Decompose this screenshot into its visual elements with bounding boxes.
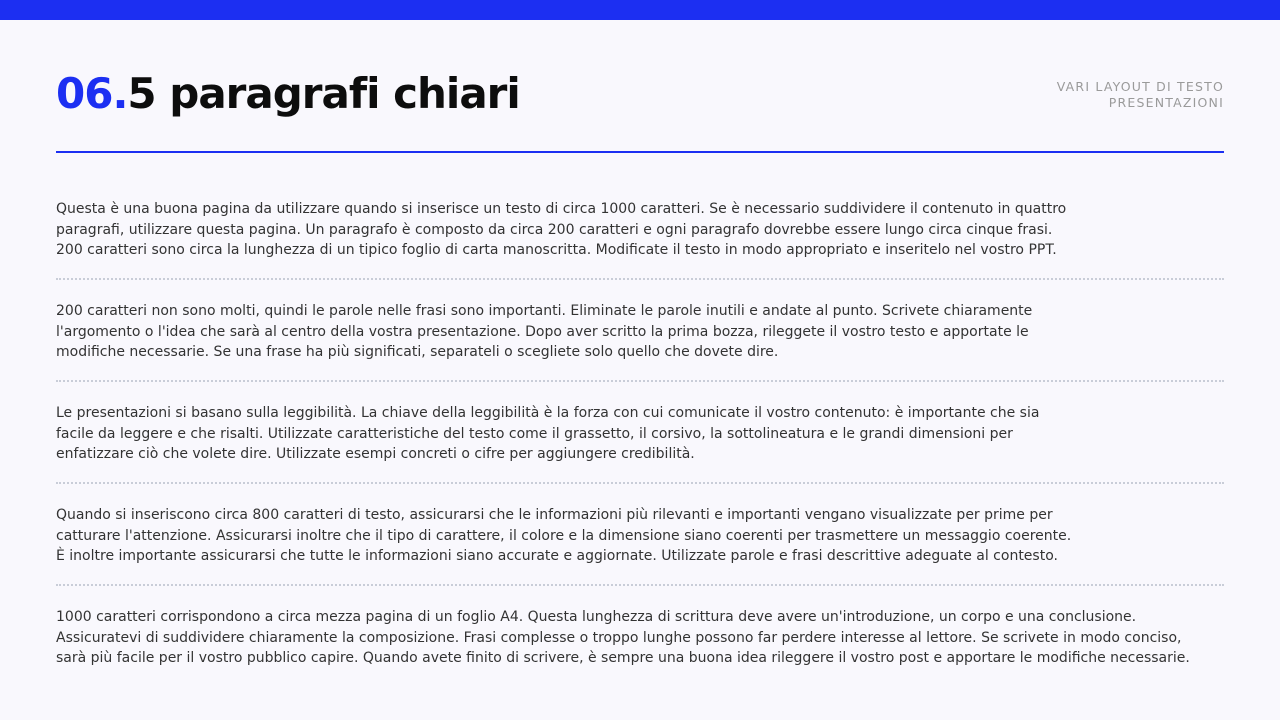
paragraph-1 — [56, 199, 1224, 260]
page-title — [56, 66, 520, 122]
dotted-divider — [56, 380, 1224, 382]
dotted-divider — [56, 584, 1224, 586]
paragraph-line: l'argomento o l'idea che sarà al centro della vostra presentazione. Dopo aver scritto la prima bozza, rileggete il vostro testo e apportate le — [56, 323, 1029, 340]
paragraph-line: paragrafi, utilizzare questa pagina. Un paragrafo è composto da circa 200 caratteri e ogni paragrafo dovrebbe essere lungo circa cinque frasi. — [56, 221, 1053, 238]
dotted-divider — [56, 482, 1224, 484]
paragraph-line: catturare l'attenzione. Assicurarsi inoltre che il tipo di carattere, il colore e la dimensione siano coerenti per trasmettere un messaggio coerente. — [56, 527, 1072, 544]
paragraph-line: facile da leggere e che risalti. Utilizzate caratteristiche del testo come il grassetto, il corsivo, la sottolineatura e le grandi dimensioni per — [56, 425, 1013, 442]
title-underline — [56, 151, 1224, 153]
paragraph-list — [56, 199, 1224, 668]
deck-label-line-2: PRESENTAZIONI — [1108, 95, 1224, 110]
paragraph-line: Questa è una buona pagina da utilizzare quando si inserisce un testo di circa 1000 caratteri. Se è necessario suddividere il contenuto in quattro — [56, 201, 1067, 217]
paragraph-line: Le presentazioni si basano sulla leggibilità. La chiave della leggibilità è la forza con cui comunicate il vostro contenuto: è importante che sia — [56, 405, 1040, 421]
deck-label-line-1: VARI LAYOUT DI TESTO — [1056, 79, 1224, 94]
section-title: 5 paragrafi chiari — [127, 69, 520, 118]
paragraph-line: sarà più facile per il vostro pubblico capire. Quando avete finito di scrivere, è sempre una buona idea rileggere il vostro post e apportare le modifiche necessarie. — [56, 650, 1190, 666]
paragraph-line: 200 caratteri non sono molti, quindi le parole nelle frasi sono importanti. Eliminate le parole inutili e andate al punto. Scrivete chiaramente — [56, 303, 1033, 319]
deck-label — [1057, 79, 1224, 111]
dotted-divider — [56, 278, 1224, 280]
paragraph-line: Assicuratevi di suddividere chiaramente la composizione. Frasi complesse o troppo lunghe possono far perdere interesse al lettore. Se scrivete in modo conciso, — [56, 629, 1182, 646]
paragraph-3 — [56, 403, 1224, 464]
paragraph-line: 1000 caratteri corrispondono a circa mezza pagina di un foglio A4. Questa lunghezza di scrittura deve avere un'introduzione, un corpo e una conclusione. — [56, 609, 1137, 625]
paragraph-line: 200 caratteri sono circa la lunghezza di un tipico foglio di carta manoscritta. Modificate il testo in modo appropriato e inseritelo nel vostro PPT. — [56, 242, 1057, 258]
paragraph-5 — [56, 607, 1224, 668]
paragraph-4 — [56, 505, 1224, 566]
paragraph-line: Quando si inseriscono circa 800 caratteri di testo, assicurarsi che le informazioni più rilevanti e importanti vengano visualizzate per prime per — [56, 507, 1053, 523]
paragraph-line: modifiche necessarie. Se una frase ha più significati, separateli o scegliete solo quello che dovete dire. — [56, 344, 779, 360]
paragraph-2 — [56, 301, 1224, 362]
top-accent-bar — [0, 0, 1280, 20]
paragraph-line: È inoltre importante assicurarsi che tutte le informazioni siano accurate e aggiornate. Utilizzate parole e frasi descrittive adeguate al contesto. — [56, 548, 1058, 564]
section-number: 06. — [56, 69, 128, 118]
paragraph-line: enfatizzare ciò che volete dire. Utilizzate esempi concreti o cifre per aggiungere credibilità. — [56, 446, 695, 462]
